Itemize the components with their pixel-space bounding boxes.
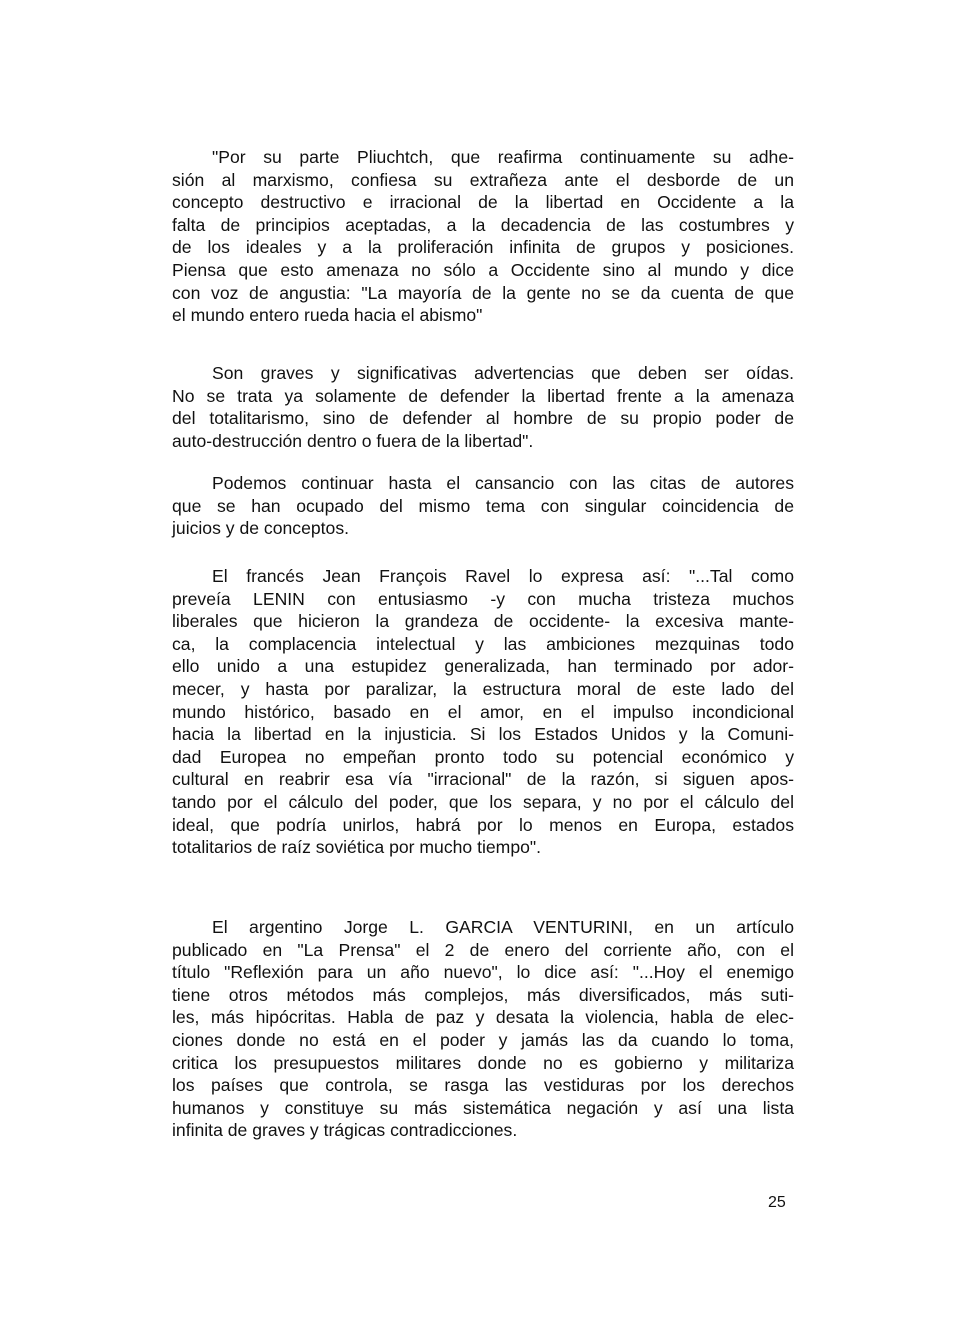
- text-line: ello unido a una estupidez generalizada, han terminado por ador-: [172, 656, 794, 677]
- text-line: tando por el cálculo del poder, que los separa, y no por el cálculo del: [172, 791, 794, 812]
- page-number: 25: [768, 1194, 786, 1211]
- text-line: mundo histórico, basado en el amor, en el impulso incondicional: [172, 701, 794, 722]
- text-line: de los ideales y a la proliferación infinita de grupos y posiciones.: [172, 237, 794, 258]
- text-line: les, más hipócritas. Habla de paz y desata la violencia, habla de elec-: [172, 1007, 794, 1028]
- text-line: preveía LENIN con entusiasmo -y con mucha tristeza muchos: [172, 588, 794, 609]
- text-line: los países que controla, se rasga las vestiduras por los derechos: [172, 1075, 794, 1096]
- text-line: dad Europea no empeñan pronto todo su potencial económico y: [172, 746, 794, 767]
- text-line: juicios y de conceptos.: [172, 518, 350, 539]
- paragraph-quote-ravel: [172, 565, 794, 859]
- text-line: infinita de graves y trágicas contradicciones.: [172, 1120, 518, 1141]
- text-line: cultural en reabrir esa vía "irracional" de la razón, si siguen apos-: [172, 769, 794, 790]
- text-line: tiene otros métodos más complejos, más diversificados, más suti-: [172, 984, 794, 1005]
- text-line: critica los presupuestos militares donde no es gobierno y militariza: [172, 1052, 794, 1073]
- text-line: humanos y constituye su más sistemática negación y así una lista: [172, 1097, 794, 1118]
- text-line: El francés Jean François Ravel lo expresa así: "...Tal como: [212, 566, 794, 586]
- paragraph-advertencias: [172, 362, 794, 452]
- paragraph-quote-garcia-venturini: [172, 916, 794, 1142]
- text-line: publicado en "La Prensa" el 2 de enero del corriente año, con el: [172, 939, 794, 960]
- text-line: liberales que hicieron la grandeza de occidente- la excesiva mante-: [172, 611, 794, 632]
- text-line: auto-destrucción dentro o fuera de la libertad".: [172, 430, 534, 451]
- text-line: ca, la complacencia intelectual y las ambiciones mezquinas todo: [172, 633, 794, 654]
- text-line: Son graves y significativas advertencias que deben ser oídas.: [212, 363, 794, 383]
- text-line: hacia la libertad en la injusticia. Si los Estados Unidos y la Comuni-: [172, 724, 794, 745]
- paragraph-citas: [172, 472, 794, 540]
- text-line: mecer, y hasta por paralizar, la estructura moral de este lado del: [172, 678, 794, 699]
- text-line: ideal, que podría unirlos, habrá por lo menos en Europa, estados: [172, 814, 794, 835]
- text-line: ciones donde no está en el poder y jamás las da cuando lo toma,: [172, 1029, 794, 1050]
- text-line: con voz de angustia: "La mayoría de la gente no se da cuenta de que: [172, 282, 794, 303]
- text-line: El argentino Jorge L. GARCIA VENTURINI, en un artículo: [212, 917, 794, 937]
- text-line: sión al marxismo, confiesa su extrañeza ante el desborde de un: [172, 169, 794, 190]
- text-line: "Por su parte Pliuchtch, que reafirma continuamente su adhe-: [212, 147, 794, 167]
- text-line: falta de principios aceptadas, a la decadencia de las costumbres y: [172, 214, 794, 235]
- text-line: No se trata ya solamente de defender la libertad frente a la amenaza: [172, 385, 794, 406]
- text-line: Piensa que esto amenaza no sólo a Occidente sino al mundo y dice: [172, 259, 794, 280]
- text-line: Podemos continuar hasta el cansancio con las citas de autores: [212, 473, 794, 493]
- text-line: concepto destructivo e irracional de la libertad en Occidente a la: [172, 192, 794, 213]
- text-line: título "Reflexión para un año nuevo", lo dice así: "...Hoy el enemigo: [172, 962, 794, 983]
- text-line: del totalitarismo, sino de defender al hombre de su propio poder de: [172, 408, 794, 429]
- paragraph-quote-pliuchtch: [172, 146, 794, 327]
- text-line: totalitarios de raíz soviética por mucho tiempo".: [172, 837, 542, 858]
- text-line: el mundo entero rueda hacia el abismo": [172, 305, 483, 326]
- text-line: que se han ocupado del mismo tema con singular coincidencia de: [172, 495, 794, 516]
